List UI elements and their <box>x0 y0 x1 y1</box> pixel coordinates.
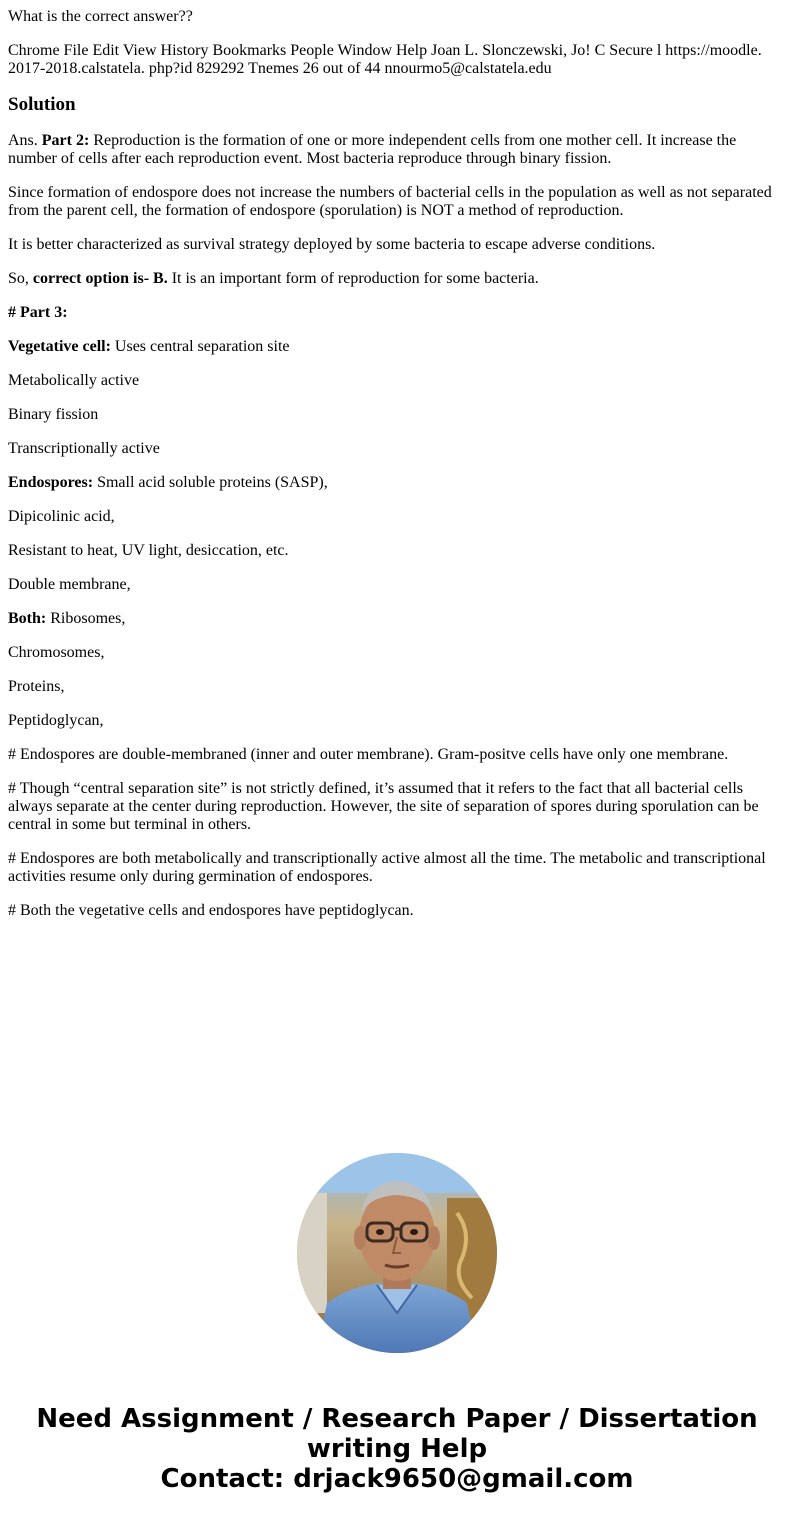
list-item: Transcriptionally active <box>8 440 160 457</box>
list-item: Peptidoglycan, <box>8 712 104 729</box>
vegetative-line <box>8 338 786 356</box>
note-paragraph: # Both the vegetative cells and endospores have peptidoglycan. <box>8 902 414 919</box>
so-prefix: So, <box>8 270 29 287</box>
endospores-label: Endospores: <box>8 474 94 491</box>
part2-text: Reproduction is the formation of one or more independent cells from one mother cell. It increase the number of cells after each reproduction event. Most bacteria reproduce through binary fission. <box>8 132 737 167</box>
part2-paragraph <box>8 132 786 168</box>
note-paragraph: # Endospores are both metabolically and transcriptionally active almost all the time. The metabolic and transcriptional activities resume only during germination of endospores. <box>8 850 766 885</box>
promo-banner <box>0 1404 794 1494</box>
list-item: Chromosomes, <box>8 644 105 661</box>
survival-paragraph: It is better characterized as survival strategy deployed by some bacteria to escape adverse conditions. <box>8 236 656 253</box>
promo-line-1: Need Assignment / Research Paper / Dissertation <box>36 1404 758 1434</box>
vegetative-first: Uses central separation site <box>110 338 290 355</box>
list-item: Dipicolinic acid, <box>8 508 115 525</box>
list-item: Proteins, <box>8 678 65 695</box>
correct-option-paragraph <box>8 270 786 288</box>
promo-contact: Contact: drjack9650@gmail.com <box>160 1464 634 1494</box>
tutor-portrait-image <box>297 1153 497 1353</box>
solution-heading: Solution <box>8 94 76 115</box>
endospores-first: Small acid soluble proteins (SASP), <box>93 474 328 491</box>
endospores-line <box>8 474 786 492</box>
vegetative-label: Vegetative cell: <box>8 338 111 355</box>
both-label: Both: <box>8 610 47 627</box>
part3-heading: # Part 3: <box>8 304 68 321</box>
tutor-avatar <box>297 1153 497 1353</box>
correct-option-label: correct option is- B. <box>32 270 168 287</box>
both-line <box>8 610 786 628</box>
list-item: Binary fission <box>8 406 99 423</box>
note-paragraph: # Though “central separation site” is not strictly defined, it’s assumed that it refers to the fact that all bacterial cells always separate at the center during reproduction. However, the site of separation of spores during sporulation can be central in some but terminal in others. <box>8 780 759 833</box>
part2-label: Part 2: <box>41 132 90 149</box>
solution-document <box>8 8 786 936</box>
promo-line-2: writing Help <box>306 1434 488 1464</box>
both-first: Ribosomes, <box>46 610 126 627</box>
note-paragraph: # Endospores are double-membraned (inner and outer membrane). Gram-positve cells have only one membrane. <box>8 746 729 763</box>
list-item: Double membrane, <box>8 576 131 593</box>
question-text: What is the correct answer?? <box>8 8 193 25</box>
ocr-screenshot-text: Chrome File Edit View History Bookmarks People Window Help Joan L. Slonczewski, Jo! C Secure l https://moodle. 2017-2018.calstatela. php?id 829292 Tnemes 26 out of 44 nnourmo5@calstatela.edu <box>8 42 762 77</box>
endospore-paragraph: Since formation of endospore does not increase the numbers of bacterial cells in the population as well as not separated from the parent cell, the formation of endospore (sporulation) is NOT a method of reproduction. <box>8 184 772 219</box>
correct-option-text: It is an important form of reproduction for some bacteria. <box>167 270 539 287</box>
ans-prefix: Ans. <box>8 132 38 149</box>
list-item: Resistant to heat, UV light, desiccation, etc. <box>8 542 289 559</box>
list-item: Metabolically active <box>8 372 140 389</box>
